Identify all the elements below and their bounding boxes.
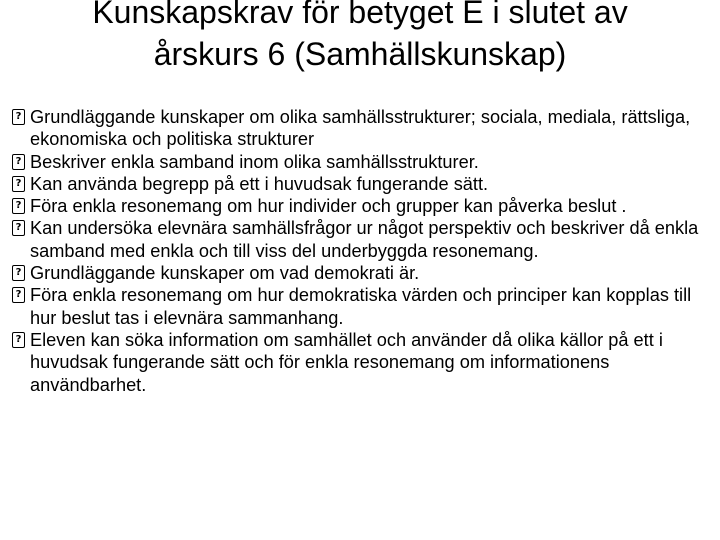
list-item (12, 284, 716, 329)
missing-glyph-icon (12, 265, 25, 281)
bullet-text: Föra enkla resonemang om hur individer och grupper kan påverka beslut . (30, 196, 627, 217)
missing-glyph-icon (12, 220, 25, 236)
bullet-text: Grundläggande kunskaper om olika samhällsstrukturer; sociala, mediala, rättsliga, ekonomiska och politiska strukturer (30, 107, 691, 150)
slide-title-line-2: årskurs 6 (Samhällskunskap) (153, 36, 567, 72)
bullet-text: Beskriver enkla samband inom olika samhällsstrukturer. (30, 151, 479, 172)
missing-glyph-icon (12, 332, 25, 348)
slide-title-line-1: Kunskapskrav för betyget E i slutet av (92, 0, 628, 30)
list-item (12, 262, 716, 284)
bullet-text: Eleven kan söka information om samhället och använder då olika källor på ett i huvudsak fungerande sätt och för enkla resonemang om informationens användbarhet. (30, 329, 663, 395)
slide-title (0, 0, 720, 75)
missing-glyph-icon (12, 198, 25, 214)
list-item (12, 217, 716, 262)
bullet-list (12, 106, 716, 396)
missing-glyph-icon (12, 154, 25, 170)
list-item (12, 173, 716, 195)
missing-glyph-icon (12, 176, 25, 192)
list-item (12, 151, 716, 173)
bullet-text: Föra enkla resonemang om hur demokratiska värden och principer kan kopplas till hur beslut tas i elevnära sammanhang. (30, 285, 692, 328)
bullet-text: Kan undersöka elevnära samhällsfrågor ur något perspektiv och beskriver då enkla samband med enkla och till viss del underbyggda resonemang. (30, 218, 699, 261)
list-item (12, 195, 716, 217)
bullet-text: Kan använda begrepp på ett i huvudsak fungerande sätt. (30, 173, 489, 194)
missing-glyph-icon (12, 287, 25, 303)
missing-glyph-icon (12, 109, 25, 125)
list-item (12, 106, 716, 151)
list-item (12, 329, 716, 396)
bullet-text: Grundläggande kunskaper om vad demokrati är. (30, 263, 420, 284)
